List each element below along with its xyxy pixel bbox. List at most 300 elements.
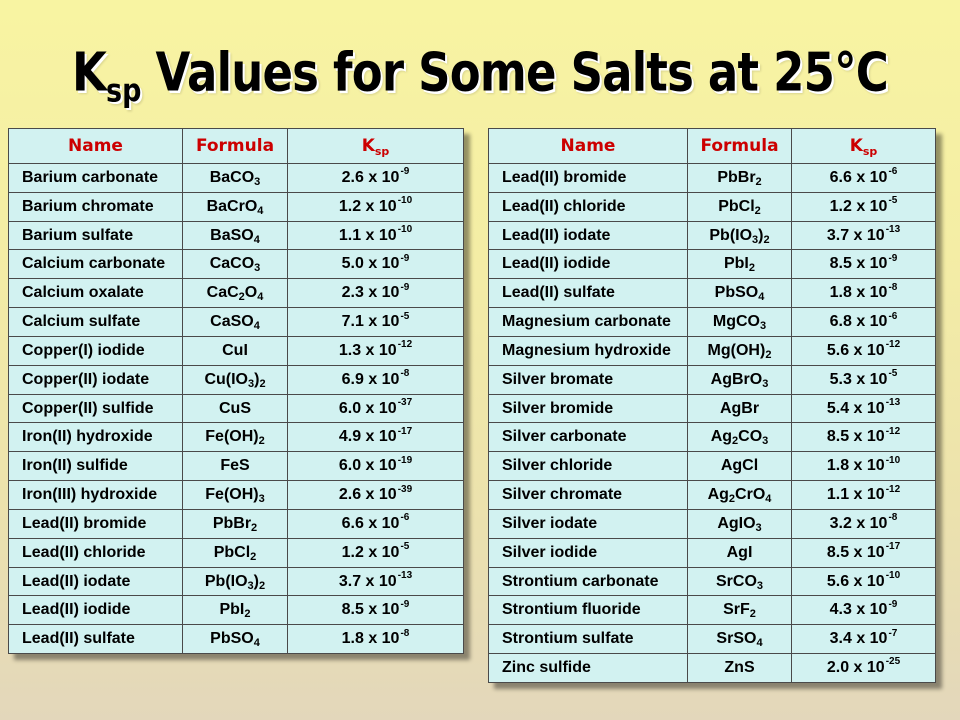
formula-subscript: 2: [244, 608, 251, 621]
ksp-value-cell: [792, 481, 936, 510]
ksp-value-cell: [792, 250, 936, 279]
formula-cell: [183, 596, 288, 625]
formula-cell: [688, 452, 792, 481]
salt-name-cell: [489, 452, 688, 481]
salt-name-cell: [9, 164, 183, 193]
salt-name: Iron(II) hydroxide: [22, 428, 153, 446]
formula-subscript: 2: [250, 550, 257, 563]
formula-cell: [183, 423, 288, 452]
ksp-value-cell: [288, 279, 464, 308]
ksp-exponent: -10: [397, 195, 413, 207]
ksp-mantissa: 7.1 x 10: [341, 313, 400, 331]
formula-text: SrSO: [716, 630, 757, 648]
salt-name: Lead(II) sulfate: [502, 284, 615, 302]
ksp-mantissa: 8.5 x 10: [826, 428, 885, 446]
salt-name-cell: [9, 279, 183, 308]
ksp-exponent: -8: [888, 512, 898, 524]
ksp-mantissa: 1.1 x 10: [338, 226, 397, 244]
ksp-exponent: -13: [397, 570, 413, 581]
ksp-exponent: -9: [888, 252, 898, 264]
formula-subscript: 4: [253, 320, 260, 333]
ksp-value-cell: [288, 539, 464, 568]
ksp-mantissa: 8.5 x 10: [826, 543, 885, 561]
ksp-value-cell: [792, 193, 936, 222]
formula-cell: [183, 539, 288, 568]
ksp-value-cell: [792, 222, 936, 251]
header-name: [489, 129, 688, 164]
salt-name: Calcium oxalate: [22, 284, 144, 302]
ksp-exponent: -12: [885, 483, 901, 495]
formula-text: SrF: [723, 601, 750, 619]
slide-title: [0, 32, 960, 115]
salt-name: Barium chromate: [22, 197, 154, 215]
ksp-value-cell: [288, 250, 464, 279]
formula-text: BaCrO: [206, 197, 258, 215]
ksp-exponent: -9: [400, 166, 410, 178]
formula-subscript: 4: [253, 637, 260, 650]
salt-name: Strontium carbonate: [502, 572, 659, 590]
salt-name: Strontium sulfate: [502, 630, 634, 648]
formula-text: CuI: [222, 341, 248, 359]
ksp-value-cell: [792, 423, 936, 452]
formula-text: AgCl: [720, 457, 759, 475]
salt-name: Silver carbonate: [502, 428, 627, 446]
ksp-mantissa: 5.6 x 10: [826, 572, 885, 590]
formula-cell: [688, 164, 792, 193]
ksp-mantissa: 3.4 x 10: [829, 630, 888, 648]
ksp-exponent: -5: [400, 310, 410, 322]
ksp-exponent: -9: [888, 598, 898, 610]
formula-subscript: 3: [247, 377, 255, 390]
formula-subscript: 3: [759, 320, 767, 333]
salt-name-cell: [9, 568, 183, 597]
salt-name: Copper(I) iodide: [22, 341, 145, 359]
formula-subscript: 4: [765, 493, 772, 506]
header-formula-label: Formula: [195, 136, 275, 156]
title-subscript: sp: [106, 73, 142, 110]
formula-text: CuS: [219, 399, 251, 417]
salt-name: Magnesium hydroxide: [502, 341, 671, 359]
ksp-value-cell: [792, 164, 936, 193]
salt-name-cell: [9, 481, 183, 510]
ksp-mantissa: 8.5 x 10: [341, 601, 400, 619]
ksp-value-cell: [288, 625, 464, 654]
ksp-value-cell: [792, 654, 936, 683]
salt-name-cell: [9, 395, 183, 424]
salt-name: Copper(II) iodate: [22, 370, 150, 388]
title-text: Values for Some Salts at 25°C: [155, 41, 889, 104]
formula-subscript: 3: [756, 579, 764, 592]
formula-cell: [183, 337, 288, 366]
formula-cell: [688, 423, 792, 452]
formula-text: Cu(IO: [204, 370, 248, 388]
formula-text: Fe(OH): [205, 428, 259, 446]
formula-text: AgI: [726, 543, 753, 561]
salt-name-cell: [9, 625, 183, 654]
ksp-mantissa: 4.9 x 10: [338, 428, 397, 446]
ksp-mantissa: 8.5 x 10: [829, 255, 888, 273]
salt-name-cell: [9, 308, 183, 337]
ksp-value-cell: [792, 539, 936, 568]
ksp-exponent: -9: [400, 252, 410, 264]
ksp-exponent: -10: [885, 454, 901, 466]
salt-name-cell: [9, 366, 183, 395]
formula-text: Ag: [707, 486, 729, 504]
ksp-value-cell: [792, 366, 936, 395]
formula-text: PbCl: [213, 543, 251, 561]
ksp-exponent: -6: [888, 166, 898, 178]
ksp-mantissa: 6.0 x 10: [338, 399, 397, 417]
formula-text: ): [758, 226, 764, 244]
formula-subscript: 4: [253, 233, 260, 246]
salt-name: Lead(II) sulfate: [22, 630, 135, 648]
ksp-exponent: -8: [400, 368, 410, 380]
formula-cell: [688, 395, 792, 424]
formula-text: Pb(IO: [709, 226, 753, 244]
ksp-exponent: -9: [400, 281, 410, 293]
formula-subscript: 2: [259, 377, 266, 390]
ksp-value-cell: [288, 222, 464, 251]
formula-subscript: 4: [758, 291, 765, 304]
formula-text: PbI: [219, 601, 245, 619]
formula-cell: [688, 366, 792, 395]
formula-text: ): [253, 572, 259, 590]
ksp-mantissa: 1.2 x 10: [341, 543, 400, 561]
ksp-value-cell: [792, 510, 936, 539]
formula-subscript: 3: [762, 377, 769, 390]
formula-subscript: 3: [752, 233, 759, 246]
salt-name: Lead(II) chloride: [22, 543, 146, 561]
formula-cell: [183, 222, 288, 251]
formula-cell: [183, 250, 288, 279]
salt-name: Lead(II) iodate: [22, 572, 131, 590]
ksp-exponent: -5: [888, 195, 898, 207]
ksp-mantissa: 3.2 x 10: [829, 514, 888, 532]
ksp-value-cell: [288, 193, 464, 222]
salt-name: Copper(II) sulfide: [22, 399, 154, 417]
salt-name-cell: [9, 596, 183, 625]
salt-name-cell: [9, 423, 183, 452]
ksp-mantissa: 2.6 x 10: [338, 486, 397, 504]
salt-name-cell: [9, 539, 183, 568]
ksp-exponent: -39: [397, 483, 413, 495]
ksp-value-cell: [288, 510, 464, 539]
ksp-mantissa: 4.3 x 10: [829, 601, 888, 619]
formula-text: PbSO: [714, 284, 759, 302]
salt-name: Barium carbonate: [22, 168, 159, 186]
formula-cell: [183, 308, 288, 337]
salt-name: Iron(II) sulfide: [22, 457, 128, 475]
formula-cell: [688, 481, 792, 510]
ksp-exponent: -9: [400, 598, 410, 610]
salt-name-cell: [9, 222, 183, 251]
salt-name-cell: [489, 193, 688, 222]
formula-cell: [688, 510, 792, 539]
ksp-exponent: -12: [885, 339, 901, 351]
header-ksp: [288, 129, 464, 164]
salt-name: Silver chloride: [502, 457, 613, 475]
salt-name-cell: [489, 279, 688, 308]
header-ksp-subscript: sp: [374, 144, 390, 158]
salt-name-cell: [489, 481, 688, 510]
salt-name-cell: [489, 250, 688, 279]
ksp-mantissa: 5.3 x 10: [829, 370, 888, 388]
salt-name-cell: [489, 539, 688, 568]
salt-name: Strontium fluoride: [502, 601, 641, 619]
header-name-label: Name: [560, 136, 616, 156]
ksp-mantissa: 5.4 x 10: [826, 399, 885, 417]
ksp-exponent: -25: [885, 656, 901, 668]
formula-cell: [688, 250, 792, 279]
formula-subscript: 2: [251, 521, 258, 534]
formula-cell: [183, 625, 288, 654]
formula-subscript: 3: [247, 579, 254, 592]
salt-name: Silver iodide: [502, 543, 598, 561]
ksp-exponent: -7: [888, 627, 898, 639]
salt-name: Lead(II) chloride: [502, 197, 626, 215]
formula-cell: [183, 568, 288, 597]
ksp-mantissa: 6.0 x 10: [338, 457, 397, 475]
formula-cell: [183, 510, 288, 539]
salt-name-cell: [489, 568, 688, 597]
formula-text: Pb(IO: [204, 572, 248, 590]
formula-subscript: 3: [254, 175, 261, 188]
ksp-exponent: -10: [397, 224, 413, 236]
ksp-mantissa: 1.3 x 10: [338, 341, 397, 359]
salt-name: Calcium sulfate: [22, 313, 141, 331]
formula-text: PbI: [723, 255, 749, 273]
ksp-value-cell: [288, 481, 464, 510]
formula-text: Mg(OH): [707, 341, 766, 359]
formula-text: PbCl: [718, 197, 755, 215]
salt-name-cell: [9, 452, 183, 481]
salt-name: Zinc sulfide: [502, 658, 591, 676]
ksp-value-cell: [792, 452, 936, 481]
salt-name: Iron(III) hydroxide: [22, 486, 158, 504]
formula-subscript: 3: [762, 435, 769, 448]
formula-subscript: 2: [765, 348, 772, 361]
formula-cell: [183, 481, 288, 510]
ksp-value-cell: [792, 395, 936, 424]
salt-name: Barium sulfate: [22, 226, 134, 244]
ksp-exponent: -12: [885, 425, 901, 437]
formula-subscript: 4: [756, 637, 763, 650]
ksp-exponent: -10: [885, 570, 901, 581]
ksp-value-cell: [288, 366, 464, 395]
ksp-value-cell: [288, 452, 464, 481]
ksp-mantissa: 2.6 x 10: [341, 168, 400, 186]
salt-name-cell: [9, 510, 183, 539]
ksp-mantissa: 3.7 x 10: [826, 226, 885, 244]
ksp-mantissa: 6.6 x 10: [829, 168, 888, 186]
salt-name-cell: [9, 193, 183, 222]
ksp-value-cell: [792, 279, 936, 308]
ksp-exponent: -6: [400, 512, 410, 524]
formula-subscript: 2: [238, 291, 245, 304]
salt-name-cell: [489, 395, 688, 424]
header-ksp-subscript: sp: [862, 144, 878, 158]
ksp-value-cell: [792, 596, 936, 625]
ksp-value-cell: [288, 337, 464, 366]
header-ksp: [792, 129, 936, 164]
formula-cell: [688, 193, 792, 222]
ksp-exponent: -6: [888, 310, 898, 322]
ksp-value-cell: [792, 308, 936, 337]
salt-name-cell: [9, 250, 183, 279]
ksp-exponent: -13: [885, 397, 901, 409]
ksp-mantissa: 1.2 x 10: [338, 197, 397, 215]
formula-subscript: 4: [257, 204, 264, 217]
salt-name: Lead(II) iodate: [502, 226, 611, 244]
salt-name: Magnesium carbonate: [502, 313, 671, 331]
ksp-mantissa: 1.8 x 10: [829, 284, 888, 302]
formula-cell: [688, 596, 792, 625]
formula-text: CaSO: [210, 313, 254, 331]
ksp-mantissa: 3.7 x 10: [338, 572, 397, 590]
ksp-value-cell: [792, 337, 936, 366]
ksp-table-right: [488, 128, 936, 683]
salt-name: Silver bromide: [502, 399, 614, 417]
ksp-value-cell: [288, 395, 464, 424]
ksp-value-cell: [288, 423, 464, 452]
formula-text: Ag: [710, 428, 733, 446]
formula-text: AgIO: [717, 514, 756, 532]
formula-text: CrO: [735, 486, 766, 504]
header-ksp-k: K: [849, 136, 863, 156]
formula-text: AgBr: [719, 399, 760, 417]
formula-subscript: 2: [749, 608, 756, 621]
ksp-value-cell: [288, 164, 464, 193]
salt-name: Lead(II) bromide: [22, 514, 147, 532]
formula-subscript: 2: [732, 435, 739, 448]
header-name: [9, 129, 183, 164]
formula-cell: [183, 164, 288, 193]
ksp-mantissa: 1.8 x 10: [826, 457, 885, 475]
ksp-mantissa: 6.9 x 10: [341, 370, 400, 388]
salt-name: Silver iodate: [502, 514, 598, 532]
formula-subscript: 2: [748, 262, 755, 275]
formula-text: CO: [738, 428, 763, 446]
salt-name-cell: [489, 222, 688, 251]
salt-name: Lead(II) bromide: [502, 168, 627, 186]
formula-subscript: 3: [755, 521, 762, 534]
formula-subscript: 2: [728, 493, 736, 506]
salt-name: Calcium carbonate: [22, 255, 166, 273]
salt-name-cell: [489, 366, 688, 395]
formula-subscript: 2: [754, 204, 761, 217]
header-formula: [183, 129, 288, 164]
header-name-label: Name: [68, 136, 123, 156]
salt-name: Lead(II) iodide: [502, 255, 611, 273]
formula-cell: [688, 279, 792, 308]
formula-subscript: 2: [763, 233, 770, 246]
formula-text: CaC: [206, 284, 239, 302]
formula-text: PbSO: [210, 630, 254, 648]
ksp-value-cell: [792, 568, 936, 597]
ksp-exponent: -19: [397, 454, 413, 466]
ksp-mantissa: 2.3 x 10: [341, 284, 400, 302]
formula-text: AgBrO: [710, 370, 763, 388]
ksp-mantissa: 2.0 x 10: [826, 658, 885, 676]
ksp-mantissa: 1.1 x 10: [826, 486, 885, 504]
formula-text: Fe(OH): [205, 486, 259, 504]
formula-text: BaCO: [209, 168, 255, 186]
ksp-exponent: -17: [397, 425, 413, 437]
formula-cell: [688, 308, 792, 337]
salt-name: Lead(II) iodide: [22, 601, 131, 619]
formula-text: FeS: [220, 457, 250, 475]
formula-cell: [688, 337, 792, 366]
ksp-mantissa: 1.2 x 10: [829, 197, 888, 215]
formula-subscript: 4: [257, 291, 264, 304]
formula-cell: [183, 366, 288, 395]
header-formula: [688, 129, 792, 164]
formula-cell: [183, 193, 288, 222]
formula-cell: [688, 222, 792, 251]
header-formula-label: Formula: [700, 136, 779, 156]
formula-cell: [688, 568, 792, 597]
ksp-mantissa: 5.6 x 10: [826, 341, 885, 359]
ksp-exponent: -13: [885, 224, 901, 236]
ksp-mantissa: 6.8 x 10: [829, 313, 888, 331]
salt-name-cell: [489, 510, 688, 539]
title-k: K: [71, 41, 107, 104]
salt-name-cell: [489, 308, 688, 337]
salt-name-cell: [9, 337, 183, 366]
formula-subscript: 2: [259, 579, 266, 592]
formula-cell: [688, 539, 792, 568]
ksp-mantissa: 1.8 x 10: [341, 630, 400, 648]
formula-cell: [183, 452, 288, 481]
salt-name-cell: [489, 337, 688, 366]
formula-text: ): [254, 370, 260, 388]
ksp-exponent: -17: [885, 541, 901, 553]
ksp-exponent: -5: [888, 368, 898, 380]
formula-text: SrCO: [715, 572, 757, 590]
ksp-table-left: [8, 128, 464, 654]
ksp-mantissa: 5.0 x 10: [341, 255, 400, 273]
ksp-mantissa: 6.6 x 10: [341, 514, 400, 532]
ksp-value-cell: [288, 308, 464, 337]
formula-text: PbBr: [212, 514, 252, 532]
ksp-exponent: -8: [888, 281, 898, 293]
formula-text: CaCO: [209, 255, 255, 273]
salt-name-cell: [489, 423, 688, 452]
salt-name-cell: [489, 625, 688, 654]
formula-cell: [688, 654, 792, 683]
formula-text: ZnS: [724, 658, 755, 676]
formula-subscript: 2: [755, 175, 762, 188]
ksp-exponent: -12: [397, 339, 413, 351]
ksp-value-cell: [288, 568, 464, 597]
formula-cell: [688, 625, 792, 654]
formula-text: PbBr: [717, 168, 756, 186]
salt-name-cell: [489, 596, 688, 625]
ksp-value-cell: [792, 625, 936, 654]
salt-name-cell: [489, 654, 688, 683]
formula-cell: [183, 279, 288, 308]
formula-text: MgCO: [712, 313, 760, 331]
formula-subscript: 3: [254, 262, 261, 275]
ksp-exponent: -8: [400, 627, 410, 639]
ksp-value-cell: [288, 596, 464, 625]
salt-name-cell: [489, 164, 688, 193]
formula-subscript: 3: [258, 493, 265, 506]
ksp-exponent: -37: [397, 397, 413, 409]
salt-name: Silver bromate: [502, 370, 614, 388]
header-ksp-k: K: [361, 136, 375, 156]
formula-text: O: [244, 284, 258, 302]
